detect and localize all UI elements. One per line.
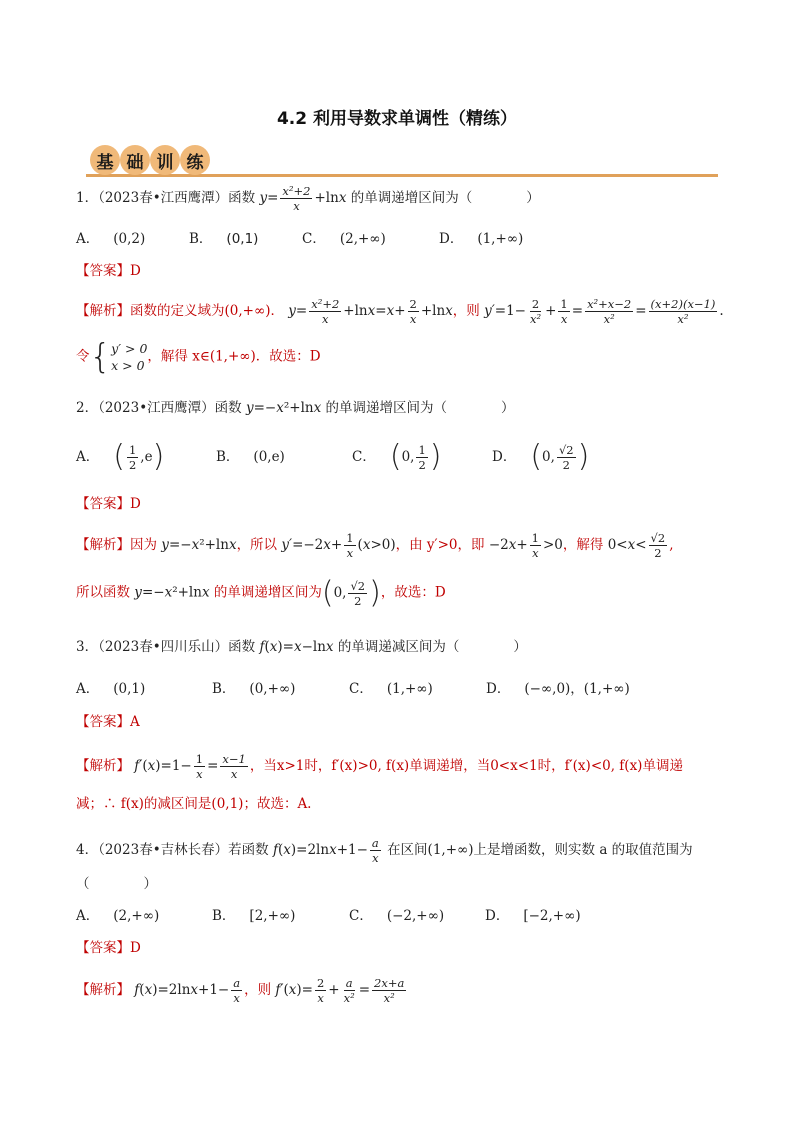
q1-option-c[interactable]: C． (2,+∞) <box>302 231 386 247</box>
q3-answer: 【答案】A <box>76 714 140 730</box>
q2-option-d[interactable]: D． ( 0, $\frac{√2}{2}$ ) <box>492 439 590 474</box>
q4-analysis-line1: 【解析】 f(x)=2lnx+1− $\frac{a}{x}$ ，则 f′(x)= $\frac{2}{x}$ + $\frac{a}{\text{x²}}$ = $\frac{2x+a}{\text{x²}}$ <box>76 976 405 1005</box>
banner-char-1: 基 <box>90 145 120 175</box>
q3-analysis-line2: 减；∴ f(x)的减区间是(0,1)；故选：A. <box>76 796 312 812</box>
page-title: 4.2 利用导数求单调性（精练） <box>276 109 518 129</box>
q4-answer: 【答案】D <box>76 940 141 956</box>
section-banner <box>86 143 718 177</box>
q4-stem: 4．（2023春•吉林长春）若函数 f(x)=2lnx+1− $\frac{a}{x}$ 在区间(1,+∞)上是增函数，则实数 a 的取值范围为 <box>76 836 693 865</box>
q2-option-b[interactable]: B． (0,e) <box>216 449 285 465</box>
q2-analysis-line2: 所以函数 y=−x²+lnx 的单调递增区间为(0, $\frac{√2}{2}$ )，故选：D <box>76 575 446 610</box>
q2-answer: 【答案】D <box>76 496 141 512</box>
q2-option-c[interactable]: C． ( 0, $\frac{1}{2}$ ) <box>352 439 442 474</box>
q3-option-c[interactable]: C． (1,+∞) <box>349 681 433 697</box>
q3-stem: 3．（2023春•四川乐山）函数 f(x)=x−lnx 的单调递减区间为（ ） <box>76 639 527 655</box>
banner-char-2: 础 <box>120 145 150 175</box>
q3-option-a[interactable]: A． (0,1) <box>76 681 146 697</box>
q4-option-c[interactable]: C． (−2,+∞) <box>349 908 445 924</box>
banner-char-3: 训 <box>150 145 180 175</box>
q4-option-b[interactable]: B． [2,+∞) <box>212 908 296 924</box>
banner-badges <box>90 145 210 175</box>
q1-options <box>76 229 726 249</box>
q4-stem-line2: （ ） <box>76 876 157 892</box>
q3-options <box>76 679 726 699</box>
q3-option-d[interactable]: D． (−∞,0)，(1,+∞) <box>486 681 630 697</box>
q2-analysis-line1: 【解析】因为 y=−x²+lnx，所以 y′=−2x+ $\frac{1}{x}$ (x>0)，由 y′>0，即 −2x+ $\frac{1}{x}$ >0，解得 0<x< $\frac{√2}{2}$ , <box>76 531 674 560</box>
q1-analysis-line1: 【解析】函数的定义域为(0,+∞)． y= $\frac{\text{x²+2}}{x}$ +lnx=x+ $\frac{2}{x}$ +lnx，则 y′=1− $\frac{2}{\text{x²}}$ + $\frac{1}{x}$ = $\frac{\text{x²+x−2}}{\text{x²}}$ = $\frac{(x+2)(x-1)}{\text{x²}}$ . <box>76 297 724 326</box>
q1-stem: 1．（2023春•江西鹰潭）函数 y= $\frac{\text{x²+2}}{x}$ +lnx 的单调递增区间为（ ） <box>76 184 540 213</box>
q4-options <box>76 906 726 926</box>
q1-option-b[interactable]: B． (0,1) <box>189 231 259 247</box>
q2-option-a[interactable]: A． ( $\frac{1}{2}$ ,e ) <box>76 439 165 474</box>
q1-option-a[interactable]: A． (0,2) <box>76 231 146 247</box>
q3-analysis-line1: 【解析】 f′(x)=1− $\frac{1}{x}$ = $\frac{x-1}{x}$ ，当x>1时，f′(x)>0, f(x)单调递增，当0<x<1时，f′(x)<0, f(x)单调递 <box>76 752 683 781</box>
q2-stem: 2．（2023•江西鹰潭）函数 y=−x²+lnx 的单调递增区间为（ ） <box>76 400 515 416</box>
q1-option-d[interactable]: D． (1,+∞) <box>439 231 524 247</box>
q1-analysis-line2: 令{ y′ > 0 x > 0 ，解得 x∈(1,+∞)．故选：D <box>76 337 321 377</box>
q4-option-d[interactable]: D． [−2,+∞) <box>485 908 581 924</box>
banner-char-4: 练 <box>180 145 210 175</box>
q2-options <box>76 439 726 474</box>
q4-option-a[interactable]: A． (2,+∞) <box>76 908 160 924</box>
q1-answer: 【答案】D <box>76 263 141 279</box>
q3-option-b[interactable]: B． (0,+∞) <box>212 681 296 697</box>
